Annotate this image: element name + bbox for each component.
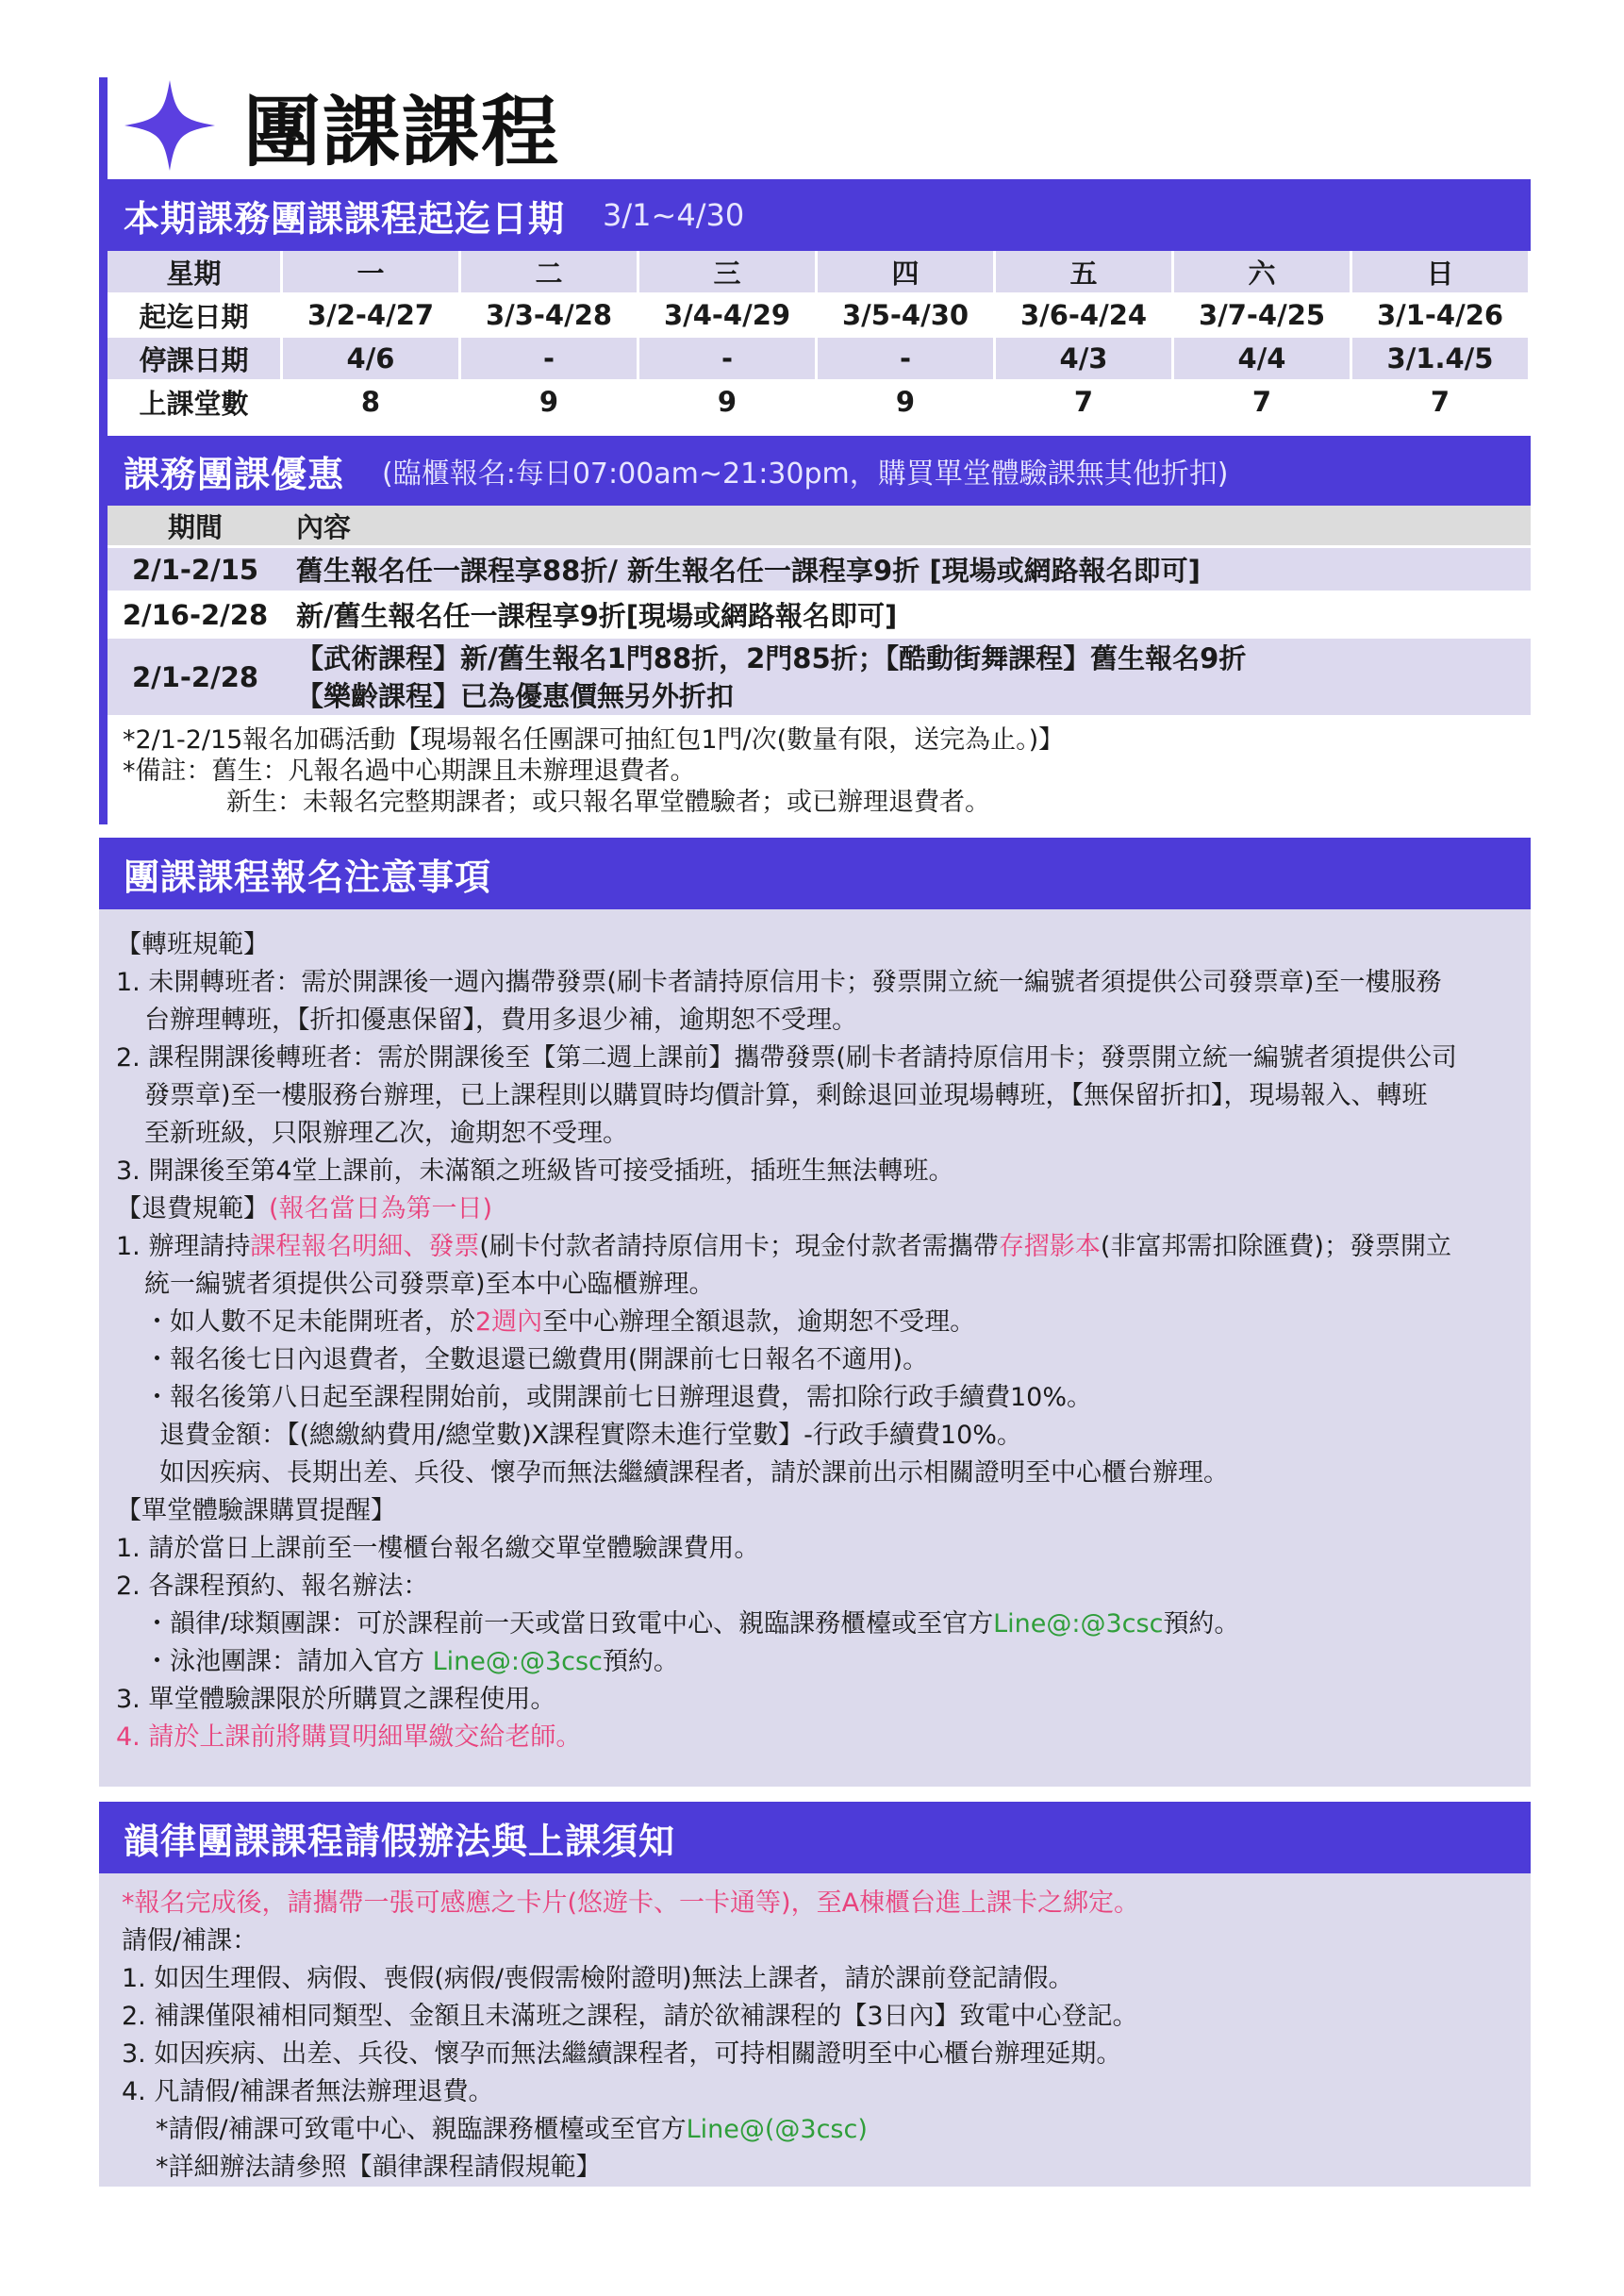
registration-band-title: 團課課程報名注意事項 (124, 856, 492, 898)
text-span: ・泳池團課：請加入官方 (144, 1647, 433, 1676)
rule-line: 2. 課程開課後轉班者：需於開課後至【第二週上課前】攜帶發票(刷卡者請持原信用卡；發票開立統一編號者須提供公司 (116, 1043, 1457, 1073)
table-cell: 3/4-4/29 (639, 294, 818, 338)
rule-line-highlight: 4. 請於上課前將購買明細單繳交給老師。 (116, 1722, 582, 1752)
line-id-text: Line@:@3csc (432, 1647, 603, 1676)
text-span: 1. 辦理請持 (116, 1232, 251, 1261)
rule-line: 退費金額：【(總繳納費用/總堂數)X課程實際未進行堂數】-行政手續費10%。 (159, 1421, 1022, 1450)
page-title: 團課課程 (243, 87, 561, 177)
table-row (108, 593, 1531, 639)
table-cell: 3/6-4/24 (996, 294, 1174, 338)
table-cell (283, 639, 1531, 718)
rule-line: 1. 如因生理假、病假、喪假(病假/喪假需檢附證明)無法上課者，請於課前登記請假。 (122, 1964, 1074, 1993)
discount-band (99, 436, 1531, 506)
table-cell: 二 (461, 251, 639, 294)
rule-line: 台辦理轉班，【折扣優惠保留】，費用多退少補，逾期恕不受理。 (144, 1006, 857, 1035)
text-span: ・韻律/球類團課：可於課程前一天或當日致電中心、親臨課務櫃檯或至官方 (144, 1609, 994, 1639)
rule-line: 3. 單堂體驗課限於所購買之課程使用。 (116, 1685, 556, 1714)
table-cell: 日 (1352, 251, 1531, 294)
table-cell: 9 (461, 381, 639, 424)
table-cell: 9 (818, 381, 996, 424)
refund-heading-text: 【退費規範】 (116, 1194, 269, 1223)
table-cell: 3/1.4/5 (1352, 338, 1531, 381)
table-cell: 3/7-4/25 (1174, 294, 1352, 338)
rule-line (116, 1304, 1531, 1341)
remark-new-student: 新生：未報名完整期課者；或只報名單堂體驗者；或已辦理退費者。 (226, 788, 990, 817)
leave-heading: 請假/補課： (122, 1926, 258, 1955)
table-cell: - (818, 338, 996, 381)
rule-line: ・報名後七日內退費者，全數退還已繳費用(開課前七日報名不適用)。 (144, 1345, 929, 1374)
discount-notes (123, 724, 1064, 818)
rule-line: 統一編號者須提供公司發票章)至本中心臨櫃辦理。 (144, 1270, 715, 1299)
table-cell: 2/1-2/28 (108, 639, 283, 718)
table-cell: 三 (639, 251, 818, 294)
text-span: 預約。 (1163, 1609, 1240, 1639)
transfer-heading: 【轉班規範】 (116, 930, 269, 959)
leave-band (99, 1802, 1531, 1873)
discount-band-note: (臨櫃報名:每日07:00am~21:30pm，購買單堂體驗課無其他折扣) (382, 458, 1229, 491)
rule-line: *詳細辦法請參照【韻律課程請假規範】 (156, 2153, 602, 2182)
remark-old-student: *備註：舊生：凡報名過中心期課且未辦理退費者。 (123, 757, 696, 786)
promo-bonus-note: *2/1-2/15報名加碼活動【現場報名任團課可抽紅包1門/次(數量有限，送完為止。)】 (123, 725, 1065, 755)
rule-line: 2. 補課僅限補相同類型、金額且未滿班之課程，請於欲補課程的【3日內】致電中心登記。 (122, 2002, 1138, 2031)
card-binding-notice: *報名完成後，請攜帶一張可感應之卡片(悠遊卡、一卡通等)，至A棟櫃台進上課卡之綁定。 (122, 1888, 1140, 1918)
rule-line: 發票章)至一樓服務台辦理，已上課程則以購買時均價計算，剩餘退回並現場轉班，【無保留折扣】，現場報入、轉班 (144, 1081, 1428, 1110)
registration-band (99, 838, 1531, 909)
table-header-period: 期間 (108, 506, 283, 548)
rule-line (116, 1228, 1531, 1266)
rule-line: 如因疾病、長期出差、兵役、懷孕而無法繼續課程者，請於課前出示相關證明至中心櫃台辦理。 (159, 1458, 1229, 1488)
text-span: (刷卡付款者請持原信用卡；現金付款者需攜帶 (479, 1232, 999, 1261)
discount-table (108, 506, 1531, 718)
table-cell: 星期 (108, 251, 283, 294)
table-cell: 8 (283, 381, 461, 424)
table-cell: - (639, 338, 818, 381)
table-cell: 新/舊生報名任一課程享9折[現場或網路報名即可] (283, 593, 1531, 639)
rule-line: 1. 請於當日上課前至一樓櫃台報名繳交單堂體驗課費用。 (116, 1534, 760, 1563)
table-row (108, 251, 1531, 294)
text-span: ・如人數不足未能開班者，於 (144, 1307, 475, 1337)
table-cell: 2/1-2/15 (108, 548, 283, 593)
table-cell: 3/5-4/30 (818, 294, 996, 338)
line-id-text: Line@(@3csc) (686, 2115, 868, 2144)
refund-heading-note: (報名當日為第一日) (269, 1194, 493, 1223)
rule-line: 3. 如因疾病、出差、兵役、懷孕而無法繼續課程者，可持相關證明至中心櫃台辦理延期。 (122, 2039, 1122, 2069)
highlight-text: 2週內 (475, 1307, 543, 1337)
rule-line: ・報名後第八日起至課程開始前，或開課前七日辦理退費，需扣除行政手續費10%。 (144, 1383, 1093, 1412)
rule-line (116, 1606, 1531, 1643)
table-cell: 9 (639, 381, 818, 424)
table-row (108, 506, 1531, 548)
table-header-content: 內容 (283, 506, 1531, 548)
rule-line: 至新班級，只限辦理乙次，逾期恕不受理。 (144, 1119, 628, 1148)
table-cell: 2/16-2/28 (108, 593, 283, 639)
table-cell: 上課堂數 (108, 381, 283, 424)
table-cell: 3/3-4/28 (461, 294, 639, 338)
table-row (108, 338, 1531, 381)
discount-band-title: 課務團課優惠 (124, 453, 345, 495)
leave-band-title: 韻律團課課程請假辦法與上課須知 (124, 1820, 676, 1862)
table-cell: 4/3 (996, 338, 1174, 381)
rule-line (116, 1643, 1531, 1681)
highlight-text: 存摺影本 (998, 1232, 1101, 1261)
table-row (108, 294, 1531, 338)
highlight-text: 課程報名明細、發票 (250, 1232, 480, 1261)
schedule-band (99, 179, 1531, 251)
text-span: *請假/補課可致電中心、親臨課務櫃檯或至官方 (156, 2115, 687, 2144)
schedule-band-title: 本期課務團課課程起迄日期 (124, 197, 566, 240)
leave-panel (99, 1873, 1531, 2187)
rule-line: 1. 未開轉班者：需於開課後一週內攜帶發票(刷卡者請持原信用卡；發票開立統一編號者須提供公司發票章)至一樓服務 (116, 968, 1442, 997)
table-cell: 7 (1174, 381, 1352, 424)
rule-line: 2. 各課程預約、報名辦法： (116, 1572, 429, 1601)
single-class-heading: 【單堂體驗課購買提醒】 (116, 1496, 396, 1525)
table-row (108, 639, 1531, 718)
text-span: 預約。 (602, 1647, 679, 1676)
text-span: (非富邦需扣除匯費)；發票開立 (1100, 1232, 1451, 1261)
table-cell: 一 (283, 251, 461, 294)
table-cell: 停課日期 (108, 338, 283, 381)
table-cell: 五 (996, 251, 1174, 294)
table-cell: 3/2-4/27 (283, 294, 461, 338)
table-row (108, 381, 1531, 424)
registration-panel (99, 909, 1531, 1787)
schedule-table (108, 251, 1531, 424)
table-cell: 起迄日期 (108, 294, 283, 338)
diamond-star-icon (123, 78, 217, 173)
table-cell: 4/6 (283, 338, 461, 381)
table-cell: 舊生報名任一課程享88折/ 新生報名任一課程享9折 [現場或網路報名即可] (283, 548, 1531, 593)
page-header (123, 74, 560, 177)
table-cell: 六 (1174, 251, 1352, 294)
rule-line (122, 2111, 1531, 2149)
line-id-text: Line@:@3csc (993, 1609, 1164, 1639)
table-cell: 4/4 (1174, 338, 1352, 381)
text-span: 至中心辦理全額退款，逾期恕不受理。 (542, 1307, 976, 1337)
discount-line: 【樂齡課程】已為優惠價無另外折扣 (296, 679, 735, 712)
refund-heading (116, 1190, 1531, 1228)
table-cell: 7 (1352, 381, 1531, 424)
table-cell: 3/1-4/26 (1352, 294, 1531, 338)
table-row (108, 548, 1531, 593)
discount-line: 【武術課程】新/舊生報名1門88折，2門85折；【酷動街舞課程】舊生報名9折 (296, 641, 1247, 674)
rule-line: 4. 凡請假/補課者無法辦理退費。 (122, 2077, 494, 2106)
table-cell: 四 (818, 251, 996, 294)
schedule-band-range: 3/1~4/30 (603, 197, 745, 233)
table-cell: 7 (996, 381, 1174, 424)
rule-line: 3. 開課後至第4堂上課前，未滿額之班級皆可接受插班，插班生無法轉班。 (116, 1156, 954, 1186)
table-cell: - (461, 338, 639, 381)
